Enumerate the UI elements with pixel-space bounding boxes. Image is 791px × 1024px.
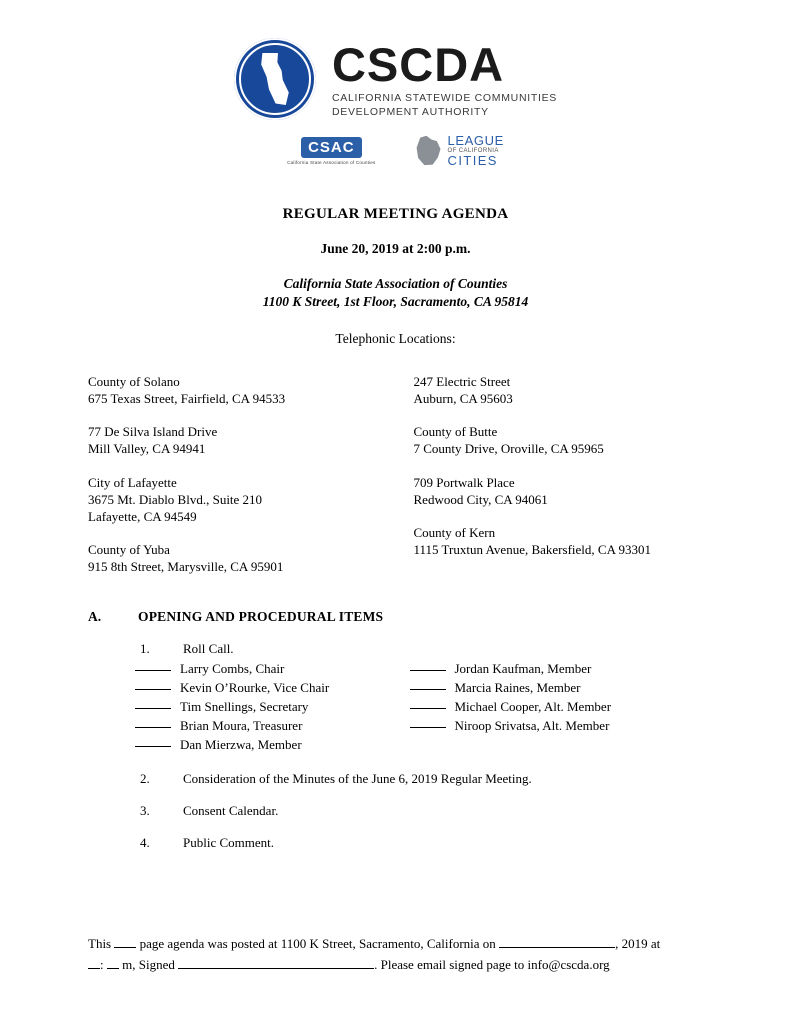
roster-name: Niroop Srivatsa, Alt. Member	[454, 717, 610, 733]
checkbox-line[interactable]	[410, 689, 446, 690]
roster-name: Marcia Raines, Member	[454, 680, 581, 696]
cscda-subtitle-line2: DEVELOPMENT AUTHORITY	[331, 105, 489, 118]
agenda-item-number: 1.	[140, 641, 150, 657]
locations-column-left	[88, 373, 396, 591]
location-line: County of Solano	[88, 374, 180, 390]
roster-row	[135, 679, 396, 698]
csac-subtitle: California State Association of Counties	[287, 159, 376, 165]
checkbox-line[interactable]	[135, 708, 171, 709]
checkbox-line[interactable]	[410, 670, 446, 671]
signature-blank[interactable]	[178, 968, 374, 969]
location-entry	[414, 524, 704, 558]
roster-row	[410, 698, 704, 717]
cscda-subtitle-line1: CALIFORNIA STATEWIDE COMMUNITIES	[331, 92, 558, 104]
cscda-seal-icon	[234, 38, 316, 120]
roster-name: Dan Mierzwa, Member	[180, 736, 302, 752]
roster-row	[410, 660, 704, 679]
footer-text-part3: , 2019 at	[615, 936, 661, 952]
location-line: 1115 Truxtun Avenue, Bakersfield, CA 93301	[413, 542, 651, 558]
roster-row	[135, 736, 396, 755]
partner-logo-row	[88, 134, 703, 168]
footer-text-part5: m, Signed	[118, 957, 179, 973]
location-line: 7 County Drive, Oroville, CA 95965	[413, 441, 604, 457]
agenda-item-text: Roll Call.	[183, 641, 234, 657]
location-line: 709 Portwalk Place	[413, 474, 515, 490]
location-line: 77 De Silva Island Drive	[88, 424, 218, 440]
league-line1: LEAGUE	[447, 133, 504, 148]
location-line: 675 Texas Street, Fairfield, CA 94533	[88, 391, 286, 407]
venue-line1: California State Association of Counties	[283, 275, 508, 291]
agenda-item	[88, 835, 703, 851]
hour-blank[interactable]	[88, 968, 100, 969]
roster-column-right	[396, 660, 704, 754]
location-line: Redwood City, CA 94061	[413, 491, 548, 507]
checkbox-line[interactable]	[135, 670, 171, 671]
locations-column-right	[396, 373, 704, 591]
location-line: 247 Electric Street	[413, 374, 511, 390]
cscda-wordmark	[331, 38, 558, 118]
footer-text-part6: . Please email signed page to info@cscda.org	[374, 957, 610, 973]
roster-row	[410, 679, 704, 698]
agenda-item-number: 2.	[140, 770, 150, 786]
telephonic-locations-label: Telephonic Locations:	[335, 331, 456, 347]
roster-row	[135, 660, 396, 679]
roster-column-left	[88, 660, 396, 754]
title-block	[88, 206, 703, 347]
checkbox-line[interactable]	[410, 708, 446, 709]
location-line: Lafayette, CA 94549	[88, 508, 197, 524]
location-line: Mill Valley, CA 94941	[88, 441, 206, 457]
location-line: 915 8th Street, Marysville, CA 95901	[88, 559, 284, 575]
logo-block	[88, 0, 703, 120]
agenda-item-text: Consent Calendar.	[183, 802, 279, 818]
location-line: Auburn, CA 95603	[413, 391, 513, 407]
footer-text-part1: This	[88, 936, 115, 952]
roster-name: Jordan Kaufman, Member	[454, 661, 592, 677]
telephonic-locations	[88, 373, 703, 591]
section-letter: A.	[88, 609, 102, 625]
roll-call-roster	[88, 660, 703, 754]
location-line: County of Butte	[413, 424, 498, 440]
league-line3: CITIES	[447, 152, 498, 168]
league-wordmark	[448, 134, 504, 168]
cscda-acronym: CSCDA	[331, 38, 505, 91]
csac-acronym: CSAC	[301, 137, 362, 158]
location-entry	[414, 474, 704, 508]
footer-text-part4: :	[100, 957, 107, 973]
roster-row	[410, 717, 704, 736]
agenda-item	[88, 641, 703, 657]
page-count-blank[interactable]	[114, 947, 136, 948]
roster-name: Kevin O’Rourke, Vice Chair	[180, 680, 330, 696]
agenda-item-number: 3.	[140, 802, 150, 818]
location-line: City of Lafayette	[88, 474, 177, 490]
roster-name: Brian Moura, Treasurer	[180, 717, 303, 733]
agenda-item	[88, 771, 703, 787]
location-entry	[88, 423, 396, 457]
league-of-california-cities-logo	[416, 134, 504, 168]
csac-logo	[287, 137, 375, 165]
section-heading	[88, 609, 703, 625]
footer-text-part2: page agenda was posted at 1100 K Street, Sacramento, California on	[136, 936, 500, 952]
location-line: County of Kern	[413, 524, 496, 540]
roster-row	[135, 698, 396, 717]
location-entry	[88, 373, 396, 407]
agenda-item	[88, 803, 703, 819]
location-entry	[414, 423, 704, 457]
location-entry	[88, 541, 396, 575]
agenda-item-number: 4.	[140, 834, 150, 850]
location-entry	[88, 474, 396, 525]
location-line: 3675 Mt. Diablo Blvd., Suite 210	[88, 491, 263, 507]
roster-row	[135, 717, 396, 736]
cscda-logo	[234, 38, 557, 120]
roster-name: Tim Snellings, Secretary	[180, 699, 309, 715]
meeting-venue	[88, 275, 703, 311]
page-title: REGULAR MEETING AGENDA	[282, 205, 509, 222]
location-entry	[414, 373, 704, 407]
meeting-datetime: June 20, 2019 at 2:00 p.m.	[320, 240, 471, 256]
minute-blank[interactable]	[107, 968, 119, 969]
location-line: County of Yuba	[88, 542, 170, 558]
posting-certification-footer	[88, 934, 703, 976]
posting-date-blank[interactable]	[499, 947, 615, 948]
agenda-item-text: Consideration of the Minutes of the June 6, 2019 Regular Meeting.	[183, 770, 532, 786]
venue-line2: 1100 K Street, 1st Floor, Sacramento, CA 95814	[262, 293, 529, 309]
roster-name: Larry Combs, Chair	[180, 661, 285, 677]
checkbox-line[interactable]	[410, 727, 446, 728]
section-title: OPENING AND PROCEDURAL ITEMS	[138, 609, 384, 625]
checkbox-line[interactable]	[135, 746, 171, 747]
checkbox-line[interactable]	[135, 689, 171, 690]
roster-name: Michael Cooper, Alt. Member	[454, 699, 612, 715]
bear-icon	[416, 136, 442, 166]
agenda-item-text: Public Comment.	[183, 834, 274, 850]
league-line2: OF CALIFORNIA	[447, 147, 499, 154]
checkbox-line[interactable]	[135, 727, 171, 728]
agenda-section-a	[88, 609, 703, 850]
